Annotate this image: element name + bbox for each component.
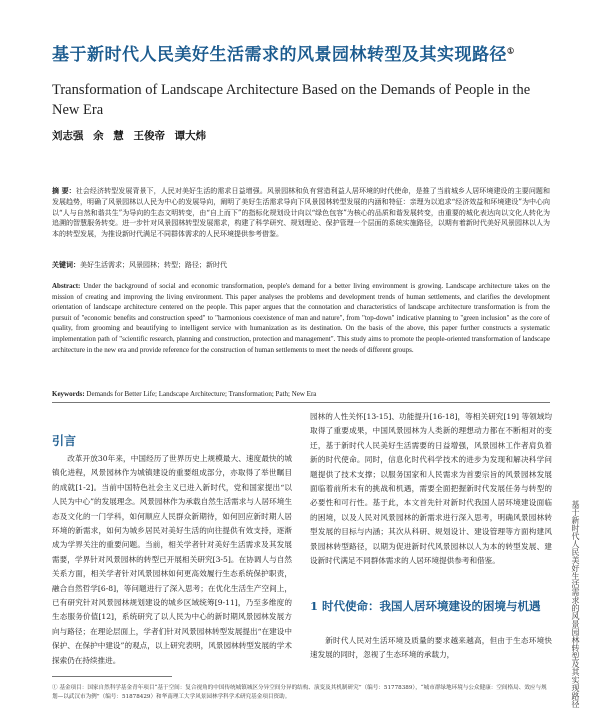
keywords-en-label: Keywords: <box>52 390 85 398</box>
abstract-zh-text: 社会经济转型发展背景下，人民对美好生活的需求日益增强。风景园林和负有营造利益人居环境的时代使命，是推了当前城乡人居环境建设的主要问题和发展趋势，明确了风景园林以人民为中心的发展导向，阐明了美好生活需求导向下风景园林转型发展的内涵和特征：亲理为以追求“经济效益和环境建设”为中心向以“人与自然和谐共生”为导向的生态文明转变，由“自上而下”的指标化规划设计向以“绿色包容”为核心的品质和谐发展转变，由重要的城化表达向以文化人转化为追溯的智慧服务转变。进一步针对风景园林转型发展需求，构建了科学研究、规划理论、保护管理一个层面的系统实施路径，以期有着新时代美好风景园林以人为本的转型发展，为推设新时代满足不同群体需求的人民环境提供参考借鉴。 <box>52 187 551 239</box>
intro-body: 改革开放30年来，中国经历了世界历史上规模最大、速度最快的城镇化进程，风景园林作为城镇建设的重要组成部分，亦取得了举世瞩目的成就[1-2]。当前中国特色社会主义已进入新时代，党和国家提出“以人民为中心”的发展理念。风景园林作为承载自然生活需求与人居环境生态及文化的一门学科，如何顺应人民群众新期待，如何回应新时期人居环境的新需求，如何为城乡居民对美好生活的向往提供有效支持，逐渐成为学界关注的重要问题。当前，相关学者针对美好生活需求及其发展需要，学界针对风景园林的转型已开展相关研究[3-5]。在协调人与自然关系方面，相关学者针对风景园林如何更高效履行生态系统保护职责，融合自然哲学[6-8]，等问题进行了深入思考；在优化生活生产空间上，已有研究针对风景园林规划建设的城乡区域统筹[9-11]，乃至多维度的生态服务价值[12]，系统研究了以人民为中心的新时期风景园林发展方向与路径；在理论层面上，学者们针对风景园林转型发展提出“在建设中保护、在保护中建设”的观点，以上研究表明，风景园林转型发展的学术探索仍在持续推进。 <box>52 454 292 665</box>
section-1-body: 新时代人民对生活环境及质量的要求越来越高，但由于生态环境快速发展的同时，忽视了生态环境的承载力， <box>310 636 552 660</box>
author-list: 刘志强 余 慧 王俊帝 谭大炜 <box>52 130 207 142</box>
paper-title-zh <box>52 40 552 65</box>
paper-title-zh-text: 基于新时代人民美好生活需求的风景园林转型及其实现路径 <box>52 45 507 65</box>
keywords-zh-label: 关键词： <box>52 260 80 269</box>
section-1-heading: 1 时代使命：我国人居环境建设的困境与机遇 <box>310 599 541 613</box>
keywords-en <box>52 390 550 398</box>
keywords-zh <box>52 260 550 270</box>
running-side-title: 基于新时代人民美好生活需求的风景园林转型及其实现路径 <box>571 500 580 708</box>
abstract-en-label: Abstract: <box>52 282 81 290</box>
paper-title-en: Transformation of Landscape Architecture Based on the Demands of People in the New Era <box>52 82 531 118</box>
keywords-en-text: Demands for Better Life; Landscape Architecture; Transformation; Path; New Era <box>86 390 317 398</box>
funding-footnote: ① 基金项目：国家自然科学基金青年项目“基于空间：复合视角的中国传统城镇城区分异空间分异的结构、演变及其机制研究”（编号：51778389），“城市群绿地环境与公众健康：空间格局、效应与规划—以武汉市为例”（编号：51878429）和华南理工大学风景园林学科学术研究基金项目资助。 <box>52 685 547 700</box>
title-footnote-mark: ① <box>507 45 515 56</box>
abstract-zh-label: 摘 要： <box>52 186 76 195</box>
footnote-divider <box>52 676 172 677</box>
right-column-body: 园林的人性关怀[13-15]、功能提升[16-18]，等相关研究[19] 等领域均取得了重要成果，中国风景园林为人类新的理想动力都在不断相对的变迁，基于新时代人民美好生活需要的日益增强，风景园林工作者肩负着新的时代使命。同时，信息化时代科学技术的进步为发现和解决科学问题提供了技术支撑；以服务国家和人民需求为首要宗旨的风景园林发展面临着前所未有的挑战和机遇，需要全面把握新时代发展任务与转型的必要性和可行性。基于此，本文首先针对新时代我国人居环境建设面临的困境，以及人民对风景园林的新需求进行深入思考，明确风景园林转型发展的目标与内涵；其次从科研、规划设计、建设管理等方面构建风景园林转型路径，以期为促进新时代风景园林以人为本的转型发展、建设新时代满足不同群体需求的人居环境提供参考和借鉴。 <box>310 412 552 566</box>
abstract-divider <box>52 402 550 403</box>
abstract-en-text: Under the background of social and economic transformation, people's demand for a better living environment is growing. Landscape architecture takes on the mission of creating and improving the living environment. This paper analyses the problems and development trends of human settlements, and clarifies the development orientation of landscape architecture centered on the people. This paper argues that the connotation and characteristics of landscape architecture transformation is from the pursuit of "economic benefits and construction speed" to "harmonious coexistence of man and nature", from "top-down" indicative planning to "green inclusion" as the core of quality, from grooming and beautifying to intelligent service with humanization as its destination. On the basis of the above, this paper further constructs a systematic implementation path of "scientific research, planning and construction, protection and management". This study aims to promote the people-oriented transformation of landscape architecture in the new era and provide reference for the construction of human settlements to meet the needs of different groups. <box>52 282 551 354</box>
intro-heading: 引言 <box>52 434 77 448</box>
abstract-zh <box>52 186 550 240</box>
keywords-zh-text: 美好生活需求；风景园林；转型；路径；新时代 <box>80 261 227 269</box>
abstract-en <box>52 281 550 355</box>
